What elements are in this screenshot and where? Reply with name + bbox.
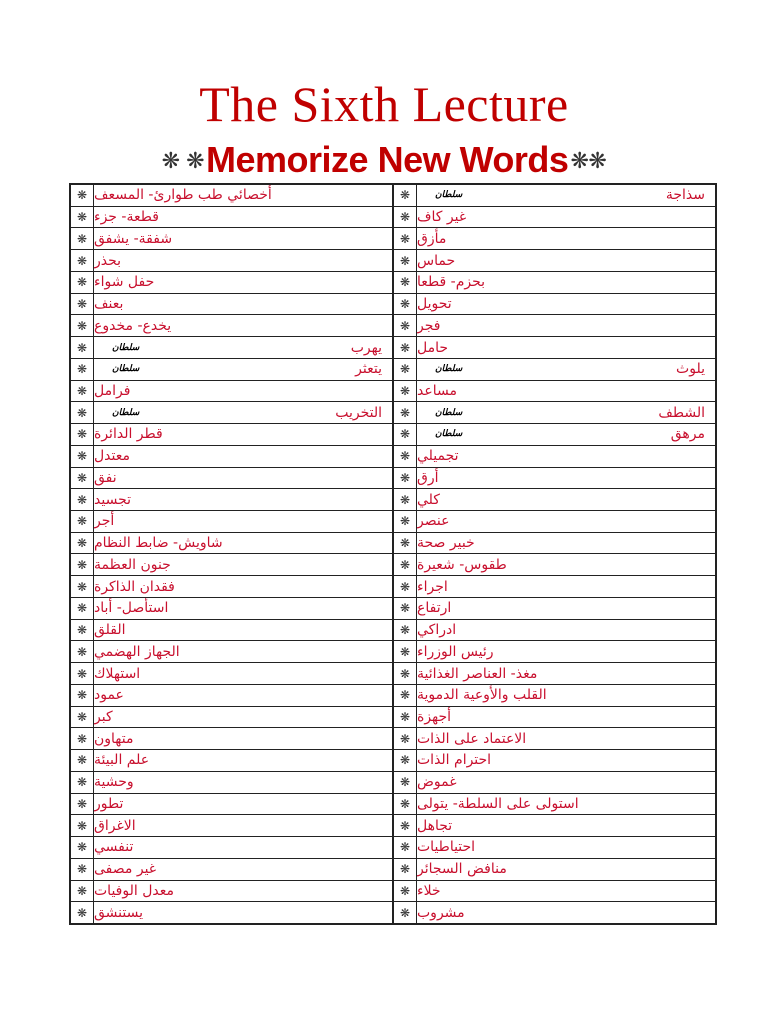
bullet-star-icon: ❋ xyxy=(394,381,417,402)
vocab-row xyxy=(71,423,392,445)
vocab-row xyxy=(71,227,392,249)
vocab-word: فرامل xyxy=(94,382,131,399)
bullet-star-icon: ❋ xyxy=(394,576,417,597)
bullet-star-icon: ❋ xyxy=(71,533,94,554)
vocab-word: رئيس الوزراء xyxy=(417,643,494,660)
bullet-star-icon: ❋ xyxy=(394,750,417,771)
vocab-word: الاعتماد على الذات xyxy=(417,730,527,747)
bullet-star-icon: ❋ xyxy=(394,794,417,815)
page-subtitle xyxy=(0,136,768,186)
vocab-row xyxy=(394,336,715,358)
vocab-cell xyxy=(417,337,715,358)
vocab-word: وحشية xyxy=(94,774,134,791)
bullet-star-icon: ❋ xyxy=(71,424,94,445)
vocab-word: الجهاز الهضمي xyxy=(94,643,180,660)
vocab-cell xyxy=(94,815,392,836)
vocab-cell xyxy=(417,207,715,228)
vocab-word: بحذر xyxy=(94,252,122,269)
vocab-word: ارتفاع xyxy=(417,600,452,617)
vocab-word: جنون العظمة xyxy=(94,556,171,573)
vocab-row xyxy=(394,814,715,836)
vocab-row xyxy=(394,185,715,206)
bullet-star-icon: ❋ xyxy=(394,620,417,641)
vocab-row xyxy=(71,727,392,749)
vocab-word: كلي xyxy=(417,491,440,508)
bullet-star-icon: ❋ xyxy=(71,902,94,923)
vocab-word: يهرب xyxy=(350,339,382,356)
subtitle-text: Memorize New Words xyxy=(206,139,569,180)
bullet-star-icon: ❋ xyxy=(71,663,94,684)
vocab-row xyxy=(394,793,715,815)
vocab-word: فقدان الذاكرة xyxy=(94,578,175,595)
vocab-word: تطور xyxy=(94,795,124,812)
vocab-word: تنفسي xyxy=(94,839,134,856)
vocab-cell xyxy=(94,424,392,445)
bullet-star-icon: ❋ xyxy=(71,381,94,402)
vocab-cell xyxy=(94,663,392,684)
vocab-row xyxy=(394,249,715,271)
vocab-word: يخدع- مخدوع xyxy=(94,317,172,334)
bullet-star-icon: ❋ xyxy=(394,598,417,619)
vocab-cell xyxy=(417,402,715,423)
vocab-cell xyxy=(417,381,715,402)
vocab-row xyxy=(394,271,715,293)
vocab-word: قطعة- جزء xyxy=(94,209,159,226)
vocab-word: ادراكي xyxy=(417,622,457,639)
vocab-word: طقوس- شعيرة xyxy=(417,556,507,573)
vocab-row xyxy=(394,619,715,641)
bullet-star-icon: ❋ xyxy=(71,250,94,271)
vocab-row xyxy=(71,575,392,597)
vocab-word: الشطف xyxy=(658,404,705,421)
vocab-cell xyxy=(94,533,392,554)
bullet-star-icon: ❋ xyxy=(71,359,94,380)
vocab-cell xyxy=(94,772,392,793)
bullet-star-icon: ❋ xyxy=(71,815,94,836)
bullet-star-icon: ❋ xyxy=(394,468,417,489)
vocab-word: احترام الذات xyxy=(417,752,492,769)
vocab-cell xyxy=(417,641,715,662)
bullet-star-icon: ❋ xyxy=(71,685,94,706)
bullet-star-icon: ❋ xyxy=(394,294,417,315)
vocab-word: فجر xyxy=(417,317,441,334)
vocab-row xyxy=(71,858,392,880)
vocab-word: يستنشق xyxy=(94,904,143,921)
vocab-row xyxy=(394,445,715,467)
bullet-star-icon: ❋ xyxy=(394,207,417,228)
bullet-star-icon: ❋ xyxy=(71,881,94,902)
vocab-cell xyxy=(94,902,392,923)
vocab-cell xyxy=(94,250,392,271)
vocab-word: اجراء xyxy=(417,578,448,595)
vocab-row xyxy=(71,358,392,380)
vocab-cell xyxy=(417,250,715,271)
vocab-row xyxy=(71,206,392,228)
vocab-cell xyxy=(417,772,715,793)
vocab-cell xyxy=(417,881,715,902)
vocab-cell xyxy=(417,424,715,445)
vocab-cell xyxy=(417,815,715,836)
vocab-word: منافض السجائر xyxy=(417,861,507,878)
vocab-word: بحزم- قطعا xyxy=(417,274,486,291)
vocab-cell xyxy=(94,207,392,228)
bullet-star-icon: ❋ xyxy=(394,250,417,271)
vocab-word: مرهق xyxy=(670,426,705,443)
vocab-word: غير مصفى xyxy=(94,861,157,878)
vocab-cell xyxy=(94,881,392,902)
vocab-cell xyxy=(94,576,392,597)
vocab-cell xyxy=(417,554,715,575)
bullet-star-icon: ❋ xyxy=(394,902,417,923)
vocab-row xyxy=(71,293,392,315)
vocab-cell xyxy=(94,315,392,336)
vocab-word: تحويل xyxy=(417,296,452,313)
vocab-word: عمود xyxy=(94,687,124,704)
vocab-row xyxy=(71,445,392,467)
bullet-star-icon: ❋ xyxy=(71,641,94,662)
vocab-cell xyxy=(94,641,392,662)
vocab-row xyxy=(394,401,715,423)
right-column xyxy=(394,185,715,923)
vocab-word: التخريب xyxy=(335,404,382,421)
vocab-row xyxy=(71,793,392,815)
vocab-row xyxy=(71,510,392,532)
vocab-row xyxy=(71,684,392,706)
vocab-cell xyxy=(94,511,392,532)
bullet-star-icon: ❋ xyxy=(394,685,417,706)
bullet-star-icon: ❋ xyxy=(394,533,417,554)
vocab-word: بعنف xyxy=(94,296,124,313)
vocab-cell xyxy=(417,598,715,619)
vocab-row xyxy=(71,597,392,619)
vocab-cell xyxy=(417,576,715,597)
vocab-row xyxy=(71,880,392,902)
bullet-star-icon: ❋ xyxy=(71,489,94,510)
bullet-star-icon: ❋ xyxy=(71,728,94,749)
vocab-word: استهلاك xyxy=(94,665,141,682)
vocab-word: كبر xyxy=(94,708,113,725)
vocab-row xyxy=(394,901,715,923)
vocab-word: مأزق xyxy=(417,230,447,247)
vocab-cell xyxy=(417,272,715,293)
bullet-star-icon: ❋ xyxy=(394,837,417,858)
vocab-cell xyxy=(94,446,392,467)
vocab-cell xyxy=(94,707,392,728)
vocab-word: تجسيد xyxy=(94,491,131,508)
vocab-row xyxy=(394,684,715,706)
vocab-word: غير كاف xyxy=(417,209,467,226)
vocab-word: حماس xyxy=(417,252,456,269)
signature-mark: سلطان xyxy=(435,190,463,201)
vocab-cell xyxy=(94,185,392,206)
vocab-row xyxy=(71,488,392,510)
vocab-cell xyxy=(417,707,715,728)
vocab-row xyxy=(71,249,392,271)
vocab-row xyxy=(71,640,392,662)
vocab-row xyxy=(394,880,715,902)
vocab-cell xyxy=(94,228,392,249)
vocab-row xyxy=(394,575,715,597)
vocab-row xyxy=(394,640,715,662)
bullet-star-icon: ❋ xyxy=(71,750,94,771)
bullet-star-icon: ❋ xyxy=(394,315,417,336)
bullet-star-icon: ❋ xyxy=(394,815,417,836)
vocab-cell xyxy=(417,511,715,532)
bullet-star-icon: ❋ xyxy=(71,468,94,489)
vocab-word: شفقة- يشفق xyxy=(94,230,173,247)
vocab-word: أخصائي طب طوارئ- المسعف xyxy=(94,187,272,204)
bullet-star-icon: ❋ xyxy=(394,772,417,793)
vocab-cell xyxy=(94,468,392,489)
vocab-word: علم البيئة xyxy=(94,752,150,769)
bullet-star-icon: ❋ xyxy=(394,272,417,293)
vocab-word: متهاون xyxy=(94,730,134,747)
vocab-word: خبير صحة xyxy=(417,535,475,552)
vocab-cell xyxy=(417,359,715,380)
vocab-row xyxy=(71,553,392,575)
vocab-cell xyxy=(94,750,392,771)
vocab-row xyxy=(394,553,715,575)
vocab-row xyxy=(71,771,392,793)
vocab-word: معدل الوفيات xyxy=(94,882,174,899)
vocab-row xyxy=(71,706,392,728)
vocab-word: عنصر xyxy=(417,513,450,530)
vocab-row xyxy=(394,858,715,880)
vocab-word: معتدل xyxy=(94,448,130,465)
vocab-row xyxy=(394,206,715,228)
vocab-row xyxy=(394,227,715,249)
vocab-row xyxy=(394,597,715,619)
bullet-star-icon: ❋ xyxy=(394,554,417,575)
vocab-row xyxy=(71,814,392,836)
bullet-star-icon: ❋ xyxy=(71,576,94,597)
vocab-row xyxy=(71,185,392,206)
vocab-word: القلق xyxy=(94,622,126,639)
vocab-word: أجر xyxy=(94,513,115,530)
vocab-word: حفل شواء xyxy=(94,274,155,291)
bullet-star-icon: ❋ xyxy=(71,511,94,532)
bullet-star-icon: ❋ xyxy=(394,641,417,662)
bullet-star-icon: ❋ xyxy=(71,554,94,575)
vocab-row xyxy=(71,619,392,641)
vocab-row xyxy=(71,901,392,923)
bullet-star-icon: ❋ xyxy=(394,859,417,880)
vocab-row xyxy=(394,423,715,445)
vocab-cell xyxy=(417,663,715,684)
bullet-star-icon: ❋ xyxy=(394,881,417,902)
vocab-row xyxy=(71,662,392,684)
bullet-star-icon: ❋ xyxy=(71,446,94,467)
page-title: The Sixth Lecture xyxy=(199,76,569,132)
vocab-cell xyxy=(94,402,392,423)
vocab-cell xyxy=(94,837,392,858)
vocab-cell xyxy=(94,620,392,641)
bullet-star-icon: ❋ xyxy=(71,185,94,206)
vocab-row xyxy=(394,510,715,532)
signature-mark: سلطان xyxy=(112,342,140,353)
bullet-star-icon: ❋ xyxy=(71,837,94,858)
bullet-star-icon: ❋ xyxy=(71,315,94,336)
vocab-word: أرق xyxy=(417,469,439,486)
bullet-star-icon: ❋ xyxy=(71,272,94,293)
vocab-cell xyxy=(417,315,715,336)
vocab-cell xyxy=(417,489,715,510)
vocab-word: يتعثر xyxy=(355,361,382,378)
vocab-cell xyxy=(94,359,392,380)
vocab-word: مغذ- العناصر الغذائية xyxy=(417,665,538,682)
vocab-cell xyxy=(417,468,715,489)
flower-ornament-icon: ❋ ❋ xyxy=(161,149,205,174)
vocabulary-table xyxy=(69,183,717,925)
vocab-word: القلب والأوعية الدموية xyxy=(417,687,547,704)
vocab-row xyxy=(394,358,715,380)
bullet-star-icon: ❋ xyxy=(71,707,94,728)
left-column xyxy=(71,185,394,923)
vocab-cell xyxy=(417,728,715,749)
vocab-row xyxy=(71,749,392,771)
vocab-word: تجاهل xyxy=(417,817,453,834)
vocab-row xyxy=(71,380,392,402)
vocab-word: شاويش- ضابط النظام xyxy=(94,535,223,552)
bullet-star-icon: ❋ xyxy=(71,598,94,619)
vocab-word: الاغراق xyxy=(94,817,136,834)
bullet-star-icon: ❋ xyxy=(394,446,417,467)
vocab-cell xyxy=(417,294,715,315)
vocab-word: استولى على السلطة- يتولى xyxy=(417,795,579,812)
bullet-star-icon: ❋ xyxy=(71,859,94,880)
vocab-word: غموض xyxy=(417,774,457,791)
bullet-star-icon: ❋ xyxy=(394,185,417,206)
bullet-star-icon: ❋ xyxy=(394,359,417,380)
bullet-star-icon: ❋ xyxy=(394,228,417,249)
bullet-star-icon: ❋ xyxy=(71,337,94,358)
vocab-cell xyxy=(94,381,392,402)
vocab-cell xyxy=(417,859,715,880)
vocab-word: مشروب xyxy=(417,904,465,921)
vocab-cell xyxy=(417,794,715,815)
bullet-star-icon: ❋ xyxy=(394,663,417,684)
bullet-star-icon: ❋ xyxy=(71,402,94,423)
vocab-cell xyxy=(94,337,392,358)
vocab-word: حامل xyxy=(417,339,449,356)
bullet-star-icon: ❋ xyxy=(71,294,94,315)
bullet-star-icon: ❋ xyxy=(71,794,94,815)
bullet-star-icon: ❋ xyxy=(394,402,417,423)
vocab-row xyxy=(71,467,392,489)
signature-mark: سلطان xyxy=(435,364,463,375)
vocab-row xyxy=(394,836,715,858)
signature-mark: سلطان xyxy=(112,407,140,418)
vocab-word: يلوث xyxy=(676,361,705,378)
bullet-star-icon: ❋ xyxy=(394,511,417,532)
vocab-row xyxy=(394,467,715,489)
vocab-row xyxy=(71,271,392,293)
vocab-cell xyxy=(94,294,392,315)
vocab-word: قطر الدائرة xyxy=(94,426,163,443)
vocab-row xyxy=(394,749,715,771)
vocab-cell xyxy=(94,554,392,575)
vocab-row xyxy=(394,293,715,315)
vocab-cell xyxy=(94,598,392,619)
vocab-cell xyxy=(417,185,715,206)
vocab-cell xyxy=(417,533,715,554)
signature-mark: سلطان xyxy=(112,364,140,375)
vocab-row xyxy=(71,314,392,336)
vocab-word: نفق xyxy=(94,469,117,486)
vocab-word: سذاجة xyxy=(665,187,705,204)
vocab-cell xyxy=(94,685,392,706)
bullet-star-icon: ❋ xyxy=(71,207,94,228)
vocab-row xyxy=(394,380,715,402)
bullet-star-icon: ❋ xyxy=(394,489,417,510)
vocab-row xyxy=(71,532,392,554)
vocab-row xyxy=(71,401,392,423)
vocab-word: تجميلي xyxy=(417,448,459,465)
bullet-star-icon: ❋ xyxy=(71,228,94,249)
bullet-star-icon: ❋ xyxy=(394,424,417,445)
vocab-word: خلاء xyxy=(417,882,441,899)
vocab-word: أجهزة xyxy=(417,708,452,725)
vocab-word: استأصل- أباد xyxy=(94,600,169,617)
vocab-row xyxy=(394,532,715,554)
vocab-cell xyxy=(417,685,715,706)
bullet-star-icon: ❋ xyxy=(394,337,417,358)
vocab-cell xyxy=(417,228,715,249)
vocab-row xyxy=(71,836,392,858)
vocab-row xyxy=(394,771,715,793)
bullet-star-icon: ❋ xyxy=(394,728,417,749)
signature-mark: سلطان xyxy=(435,407,463,418)
vocab-word: مساعد xyxy=(417,382,457,399)
bullet-star-icon: ❋ xyxy=(71,620,94,641)
vocab-cell xyxy=(417,620,715,641)
vocab-cell xyxy=(417,837,715,858)
bullet-star-icon: ❋ xyxy=(394,707,417,728)
vocab-cell xyxy=(417,750,715,771)
vocab-cell xyxy=(94,728,392,749)
vocab-row xyxy=(394,662,715,684)
vocab-row xyxy=(394,488,715,510)
vocab-row xyxy=(394,706,715,728)
vocab-cell xyxy=(94,859,392,880)
vocab-row xyxy=(394,314,715,336)
signature-mark: سلطان xyxy=(435,429,463,440)
vocab-cell xyxy=(94,272,392,293)
vocab-row xyxy=(71,336,392,358)
vocab-cell xyxy=(94,489,392,510)
vocab-row xyxy=(394,727,715,749)
vocab-cell xyxy=(417,446,715,467)
vocab-cell xyxy=(94,794,392,815)
flower-ornament-icon: ❋❋ xyxy=(570,149,607,174)
bullet-star-icon: ❋ xyxy=(71,772,94,793)
vocab-word: احتياطيات xyxy=(417,839,476,856)
vocab-cell xyxy=(417,902,715,923)
